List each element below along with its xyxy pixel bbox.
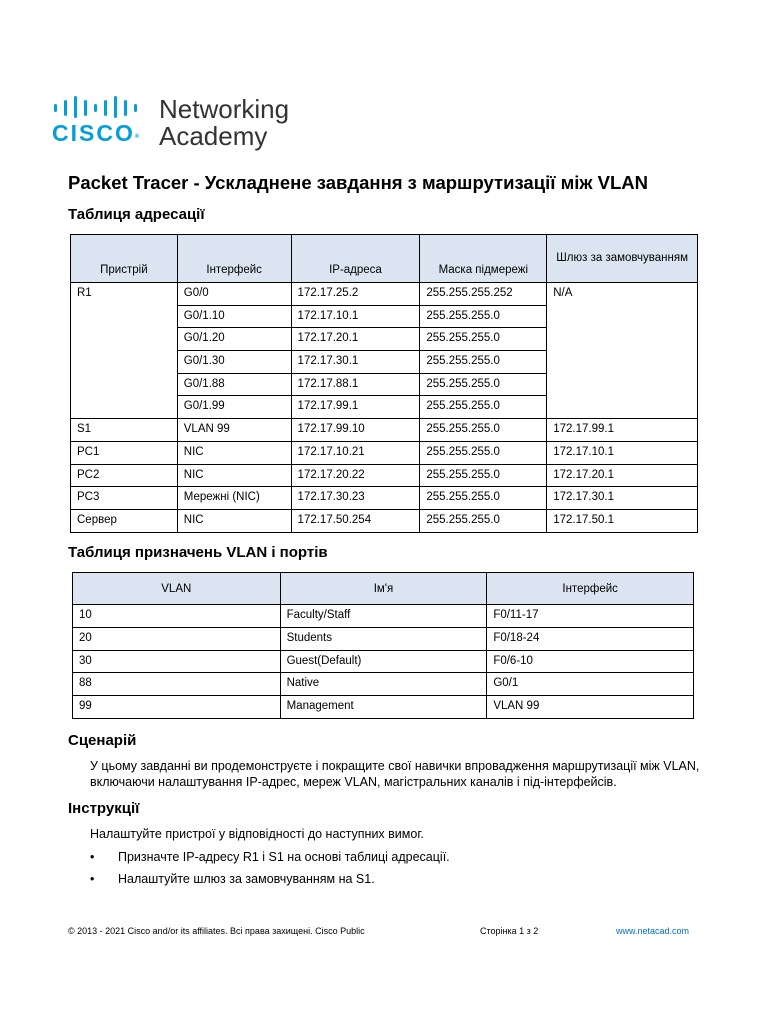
cell-ip: 172.17.25.2 [291,283,420,306]
instructions-intro: Налаштуйте пристрої у відповідності до наступних вимог. [90,827,424,841]
table-row [73,650,694,673]
cell-ip: 172.17.10.1 [291,305,420,328]
vlan-table [72,572,694,719]
cell-interface: F0/11-17 [487,605,694,628]
table-row [71,509,698,532]
vlan-heading: Таблиця призначень VLAN і портів [68,544,328,561]
table-row [71,464,698,487]
cell-interface: G0/1.20 [177,328,291,351]
cell-vlan: 30 [73,650,281,673]
col-device: Пристрій [71,235,178,283]
cell-gateway: N/A [547,283,698,419]
page-title: Packet Tracer - Ускладнене завдання з маршрутизації між VLAN [68,172,649,193]
footer-copyright: © 2013 - 2021 Cisco and/or its affiliates. Всі права захищені. Cisco Public [68,926,365,936]
cell-interface: G0/1.99 [177,396,291,419]
cell-ip: 172.17.88.1 [291,373,420,396]
cell-vlan: 10 [73,605,281,628]
footer-url-link[interactable]: www.netacad.com [616,926,690,936]
cell-ip: 172.17.20.22 [291,464,420,487]
col-mask: Маска підмережі [420,235,547,283]
cell-vlan: 20 [73,627,281,650]
cell-mask: 255.255.255.0 [420,351,547,374]
cell-ip: 172.17.20.1 [291,328,420,351]
addressing-heading: Таблиця адресації [68,206,205,223]
cell-mask: 255.255.255.0 [420,419,547,442]
cell-ip: 172.17.30.23 [291,487,420,510]
cell-interface: G0/1.88 [177,373,291,396]
cell-device: PC1 [71,441,178,464]
cell-ip: 172.17.30.1 [291,351,420,374]
cisco-wordmark: CISCO® [52,120,140,146]
col-gateway: Шлюз за замовчуванням [547,235,698,283]
cell-name: Guest(Default) [280,650,487,673]
cell-interface: F0/6-10 [487,650,694,673]
col-interface: Інтерфейс [487,573,694,605]
cell-mask: 255.255.255.0 [420,373,547,396]
col-ip: IP-адреса [291,235,420,283]
cell-gateway: 172.17.10.1 [547,441,698,464]
table-row [73,605,694,628]
col-interface: Інтерфейс [177,235,291,283]
cell-vlan: 99 [73,696,281,719]
col-name: Ім'я [280,573,487,605]
cell-name: Management [280,696,487,719]
cell-ip: 172.17.99.10 [291,419,420,442]
cell-mask: 255.255.255.0 [420,509,547,532]
cell-device: S1 [71,419,178,442]
table-row [73,627,694,650]
brand-line-networking: Networking [159,94,290,124]
cisco-logo [52,96,302,152]
cell-gateway: 172.17.99.1 [547,419,698,442]
bullet-icon: • [90,872,95,886]
cell-mask: 255.255.255.0 [420,487,547,510]
cell-gateway: 172.17.30.1 [547,487,698,510]
table-row [73,696,694,719]
cell-mask: 255.255.255.0 [420,464,547,487]
cell-interface: G0/0 [177,283,291,306]
addressing-header-row [71,235,698,283]
cell-name: Native [280,673,487,696]
cell-mask: 255.255.255.0 [420,328,547,351]
cell-interface: F0/18-24 [487,627,694,650]
addressing-table [70,234,698,533]
cell-ip: 172.17.10.21 [291,441,420,464]
cell-name: Faculty/Staff [280,605,487,628]
cell-device: R1 [71,283,178,419]
cell-gateway: 172.17.50.1 [547,509,698,532]
footer-page-number: Сторінка 1 з 2 [480,926,539,936]
list-item [90,872,375,886]
col-vlan: VLAN [73,573,281,605]
cell-interface: NIC [177,464,291,487]
table-row [73,673,694,696]
cell-mask: 255.255.255.0 [420,396,547,419]
cell-interface: G0/1.30 [177,351,291,374]
cell-gateway: 172.17.20.1 [547,464,698,487]
scenario-text: У цьому завданні ви продемонструєте і покращите свої навички впровадження маршрутизації між VLAN, включаючи налаштування IP-адрес, мереж VLAN, магістральних каналів і під-інтерфейсів. [90,759,700,789]
table-row [71,419,698,442]
cell-mask: 255.255.255.252 [420,283,547,306]
cisco-bars-icon [52,96,148,118]
cell-device: PC2 [71,464,178,487]
list-item-text: Налаштуйте шлюз за замовчуванням на S1. [118,872,375,886]
list-item-text: Призначте IP-адресу R1 і S1 на основі таблиці адресації. [118,850,450,864]
cell-interface: G0/1 [487,673,694,696]
list-item [90,850,450,864]
cell-name: Students [280,627,487,650]
table-row [71,487,698,510]
cell-interface: VLAN 99 [487,696,694,719]
cell-ip: 172.17.99.1 [291,396,420,419]
cell-interface: VLAN 99 [177,419,291,442]
cell-mask: 255.255.255.0 [420,441,547,464]
vlan-header-row [73,573,694,605]
cell-device: Сервер [71,509,178,532]
cell-interface: G0/1.10 [177,305,291,328]
cell-ip: 172.17.50.254 [291,509,420,532]
cell-vlan: 88 [73,673,281,696]
cell-mask: 255.255.255.0 [420,305,547,328]
cell-device: PC3 [71,487,178,510]
brand-line-academy: Academy [159,121,268,151]
cell-interface: NIC [177,509,291,532]
scenario-heading: Сценарій [68,732,137,749]
table-row [71,283,698,306]
instructions-heading: Інструкції [68,800,140,817]
table-row [71,441,698,464]
bullet-icon: • [90,850,95,864]
cell-interface: NIC [177,441,291,464]
cell-interface: Мережні (NIC) [177,487,291,510]
